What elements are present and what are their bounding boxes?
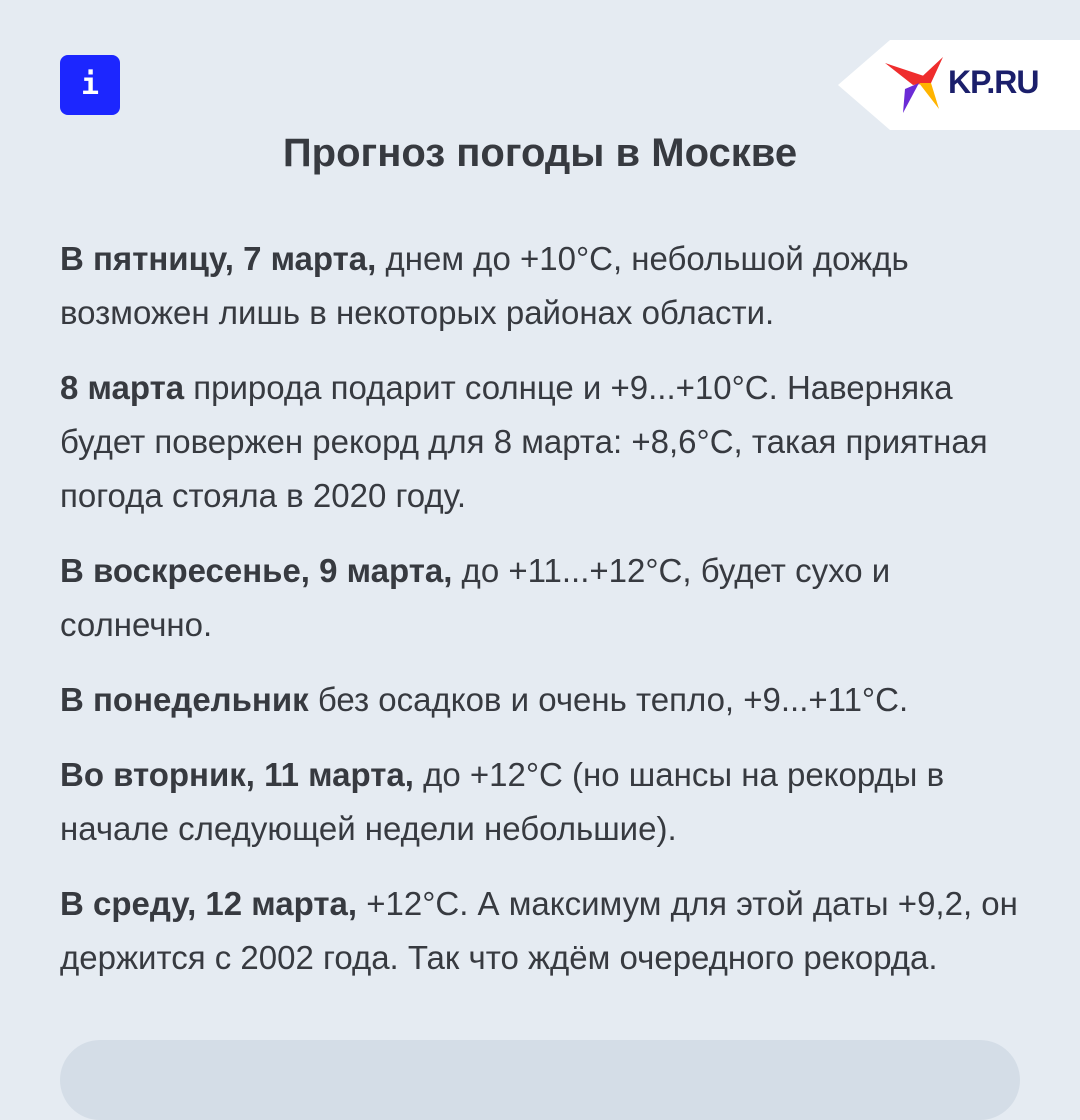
kp-logo-text: KP.RU (948, 64, 1039, 100)
forecast-day-label: Во вторник, 11 марта, (60, 756, 414, 793)
forecast-day-text: природа подарит солнце и +9...+10°С. Наверняка будет повержен рекорд для 8 марта: +8,6°С, такая приятная погода стояла в 2020 году. (60, 369, 988, 514)
forecast-monday (60, 673, 1025, 727)
bottom-card (60, 1040, 1020, 1120)
forecast-sunday (60, 544, 1025, 652)
forecast-friday (60, 232, 1025, 340)
page-title: Прогноз погоды в Москве (282, 131, 798, 175)
forecast-day-text: +12°С. А максимум для этой даты +9,2, он держится с 2002 года. Так что ждём очередного рекорда. (60, 885, 1018, 976)
forecast-day-text: до +12°С (но шансы на рекорды в начале следующей недели небольшие). (60, 756, 945, 847)
forecast-saturday (60, 361, 1025, 523)
forecast-day-label: В среду, 12 марта, (60, 885, 358, 922)
info-icon (60, 55, 120, 115)
forecast-day-text: до +11...+12°С, будет сухо и солнечно. (60, 552, 891, 643)
info-symbol: i (80, 67, 100, 102)
forecast-day-label: В понедельник (60, 681, 309, 718)
forecast-day-text: без осадков и очень тепло, +9...+11°С. (308, 681, 909, 718)
forecast-wednesday (60, 877, 1025, 985)
forecast-day-text: днем до +10°С, небольшой дождь возможен лишь в некоторых районах области. (60, 240, 909, 331)
forecast-tuesday (60, 748, 1025, 856)
forecast-day-label: В пятницу, 7 марта, (60, 240, 377, 277)
forecast-day-label: 8 марта (60, 369, 185, 406)
forecast-list (60, 232, 1025, 1006)
kp-bird-logo-icon (883, 55, 945, 117)
forecast-day-label: В воскресенье, 9 марта, (60, 552, 453, 589)
